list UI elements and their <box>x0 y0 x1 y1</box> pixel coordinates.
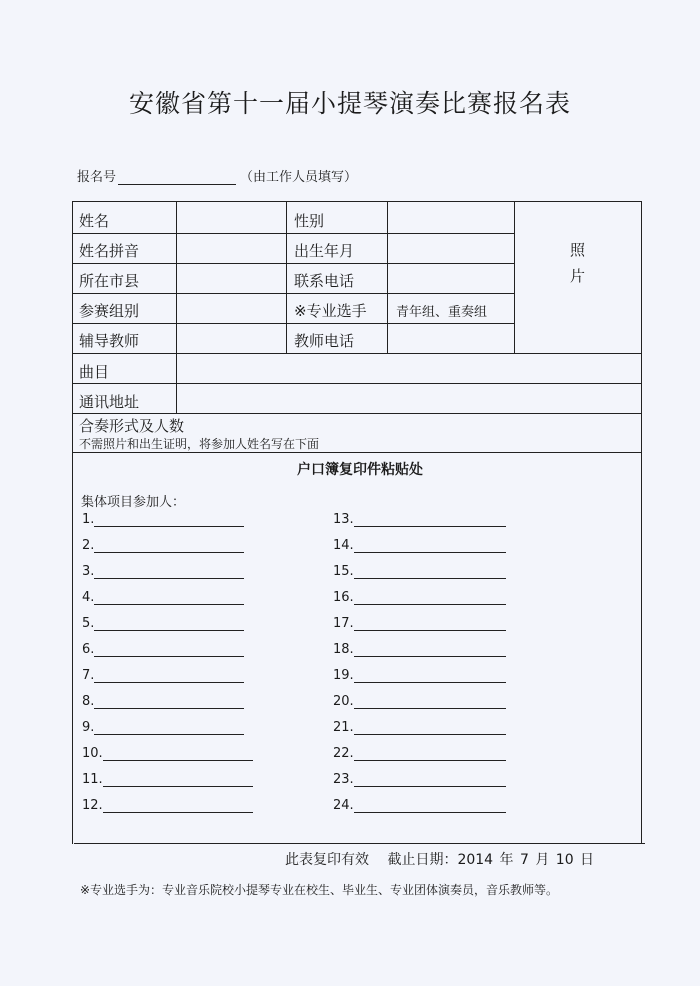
pinyin-field[interactable] <box>178 236 284 261</box>
participant-name-line[interactable] <box>354 592 506 605</box>
participant-name-line[interactable] <box>354 566 506 579</box>
participant-number: 7. <box>82 668 95 683</box>
registration-note: （由工作人员填写） <box>240 170 358 185</box>
participant-row-left <box>82 590 244 605</box>
table-border-right <box>641 201 642 844</box>
column-line <box>514 201 515 353</box>
participant-row-right <box>333 746 506 761</box>
participant-number: 4. <box>82 590 95 605</box>
participant-name-line[interactable] <box>354 722 506 735</box>
participant-row-right <box>333 720 506 735</box>
participant-number: 18. <box>333 642 354 657</box>
column-line <box>286 201 287 353</box>
table-border-left <box>72 201 73 844</box>
participant-row-right <box>333 512 506 527</box>
phone-field[interactable] <box>389 266 512 291</box>
participant-row-right <box>333 616 506 631</box>
footer-validity-line <box>285 849 594 869</box>
participant-row-right <box>333 694 506 709</box>
participant-name-line[interactable] <box>94 592 244 605</box>
participant-name-line[interactable] <box>354 644 506 657</box>
registration-number-line <box>77 166 357 185</box>
footer-note: ※专业选手为：专业音乐院校小提琴专业在校生、毕业生、专业团体演奏员，音乐教师等。 <box>80 883 559 897</box>
participant-number: 24. <box>333 798 354 813</box>
participant-number: 8. <box>82 694 95 709</box>
column-line <box>176 201 177 413</box>
participant-number: 19. <box>333 668 354 683</box>
participant-row-left <box>82 642 244 657</box>
participant-row-left <box>82 668 244 683</box>
participant-name-line[interactable] <box>354 540 506 553</box>
participant-name-line[interactable] <box>94 670 244 683</box>
birth-field[interactable] <box>389 236 512 261</box>
birth-label: 出生年月 <box>294 242 355 260</box>
ensemble-label: 合奏形式及人数 <box>79 417 185 435</box>
participant-name-line[interactable] <box>354 774 506 787</box>
participant-number: 14. <box>333 538 354 553</box>
teacher-field[interactable] <box>178 326 284 351</box>
participant-row-right <box>333 798 506 813</box>
participant-row-left <box>82 512 244 527</box>
participant-name-line[interactable] <box>103 774 253 787</box>
group-label: 参赛组别 <box>79 302 140 320</box>
table-border-top <box>72 201 641 202</box>
gender-label: 性别 <box>294 212 325 230</box>
participant-number: 23. <box>333 772 354 787</box>
participant-name-line[interactable] <box>354 670 506 683</box>
participant-row-right <box>333 564 506 579</box>
participant-number: 2. <box>82 538 95 553</box>
registration-number-label: 报名号 <box>77 170 117 185</box>
participant-name-line[interactable] <box>354 514 506 527</box>
row-line <box>72 293 515 294</box>
participant-row-right <box>333 772 506 787</box>
participant-number: 12. <box>82 798 103 813</box>
participant-number: 3. <box>82 564 95 579</box>
ensemble-note: 不需照片和出生证明，将参加人姓名写在下面 <box>79 437 320 451</box>
photo-box[interactable] <box>516 203 640 351</box>
city-field[interactable] <box>178 266 284 291</box>
name-label: 姓名 <box>79 212 110 230</box>
participant-number: 15. <box>333 564 354 579</box>
participant-number: 1. <box>82 512 95 527</box>
participant-number: 11. <box>82 772 103 787</box>
table-border-bottom <box>74 843 645 844</box>
row-line <box>72 452 641 453</box>
participant-number: 5. <box>82 616 95 631</box>
participant-name-line[interactable] <box>103 748 253 761</box>
repertoire-field[interactable] <box>178 356 638 381</box>
row-line <box>72 263 515 264</box>
photo-label-char1: 照 <box>570 241 586 259</box>
validity-text: 此表复印有效 <box>285 852 369 868</box>
participant-name-line[interactable] <box>94 540 244 553</box>
pinyin-label: 姓名拼音 <box>79 242 140 260</box>
registration-number-blank <box>118 171 236 185</box>
group-value: 青年组、重奏组 <box>396 305 488 320</box>
participant-name-line[interactable] <box>94 618 244 631</box>
participant-number: 16. <box>333 590 354 605</box>
teacher-label: 辅导教师 <box>79 332 140 350</box>
participant-row-left <box>82 616 244 631</box>
participant-row-left <box>82 720 244 735</box>
photo-label-char2: 片 <box>570 267 586 285</box>
form-title: 安徽省第十一届小提琴演奏比赛报名表 <box>128 89 571 118</box>
row-line <box>72 353 641 354</box>
participant-row-right <box>333 668 506 683</box>
participant-number: 10. <box>82 746 103 761</box>
row-line <box>72 383 641 384</box>
participant-number: 17. <box>333 616 354 631</box>
participant-row-right <box>333 590 506 605</box>
teacher-phone-field[interactable] <box>389 326 512 351</box>
name-field[interactable] <box>178 206 284 231</box>
participant-row-left <box>82 564 244 579</box>
row-line <box>72 323 515 324</box>
participant-name-line[interactable] <box>94 696 244 709</box>
participant-name-line[interactable] <box>354 618 506 631</box>
participant-row-left <box>82 798 253 813</box>
pro-label: ※专业选手 <box>294 302 367 320</box>
participant-name-line[interactable] <box>94 722 244 735</box>
address-label: 通讯地址 <box>79 393 140 411</box>
participant-name-line[interactable] <box>94 566 244 579</box>
participant-row-right <box>333 538 506 553</box>
participant-name-line[interactable] <box>94 514 244 527</box>
participant-name-line[interactable] <box>354 800 506 813</box>
row-line <box>72 413 641 414</box>
deadline-text: 截止日期：2014 年 7 月 10 日 <box>387 852 595 868</box>
participant-number: 6. <box>82 642 95 657</box>
participant-row-left <box>82 694 244 709</box>
participant-row-right <box>333 642 506 657</box>
hukou-paste-label: 户口簿复印件粘贴处 <box>297 462 423 478</box>
address-field[interactable] <box>178 386 638 411</box>
group-field[interactable] <box>178 296 284 321</box>
participant-name-line[interactable] <box>94 644 244 657</box>
gender-field[interactable] <box>389 206 512 231</box>
participant-row-left <box>82 772 253 787</box>
column-line <box>387 201 388 353</box>
participant-name-line[interactable] <box>103 800 253 813</box>
repertoire-label: 曲目 <box>79 363 110 381</box>
teacher-phone-label: 教师电话 <box>294 332 355 350</box>
participant-number: 22. <box>333 746 354 761</box>
participant-number: 9. <box>82 720 95 735</box>
participant-number: 21. <box>333 720 354 735</box>
row-line <box>72 233 515 234</box>
participants-label: 集体项目参加人： <box>81 495 186 510</box>
participant-name-line[interactable] <box>354 696 506 709</box>
participant-row-left <box>82 538 244 553</box>
city-label: 所在市县 <box>79 272 140 290</box>
phone-label: 联系电话 <box>294 272 355 290</box>
participant-row-left <box>82 746 253 761</box>
participant-number: 13. <box>333 512 354 527</box>
participant-name-line[interactable] <box>354 748 506 761</box>
participant-number: 20. <box>333 694 354 709</box>
